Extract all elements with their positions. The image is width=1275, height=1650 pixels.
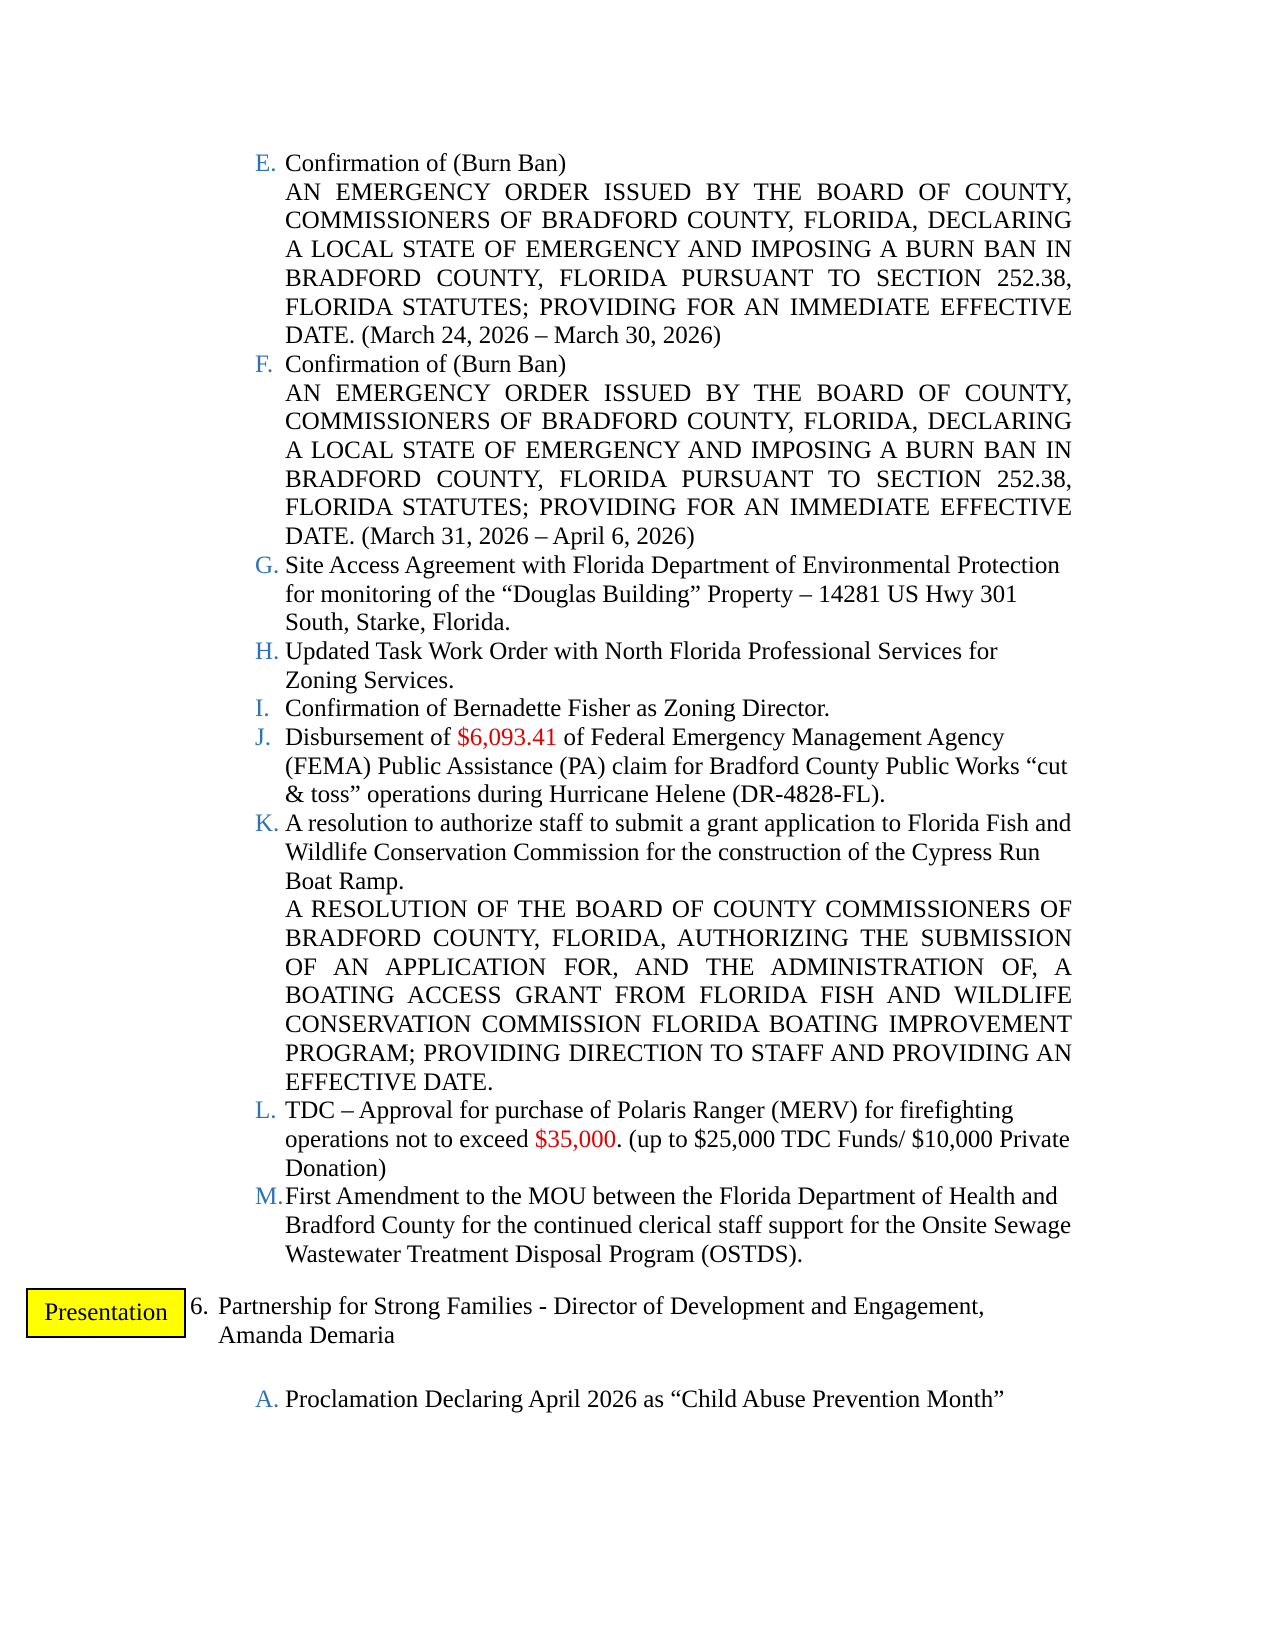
paragraph-text: AN EMERGENCY ORDER ISSUED BY THE BOARD OF COUNTY, COMMISSIONERS OF BRADFORD COUNTY, FLORIDA, DECLARING A LOCAL STATE OF EMERGENCY AND IMPOSING A BURN BAN IN BRADFORD COUNTY, FLORIDA PURSUANT TO SECTION 252.38, FLORIDA STATUTES; PROVIDING FOR AN IMMEDIATE EFFECTIVE DATE. (March 31, 2026 – April 6, 2026): [285, 379, 1072, 551]
presentation-badge-label: Presentation: [44, 1298, 168, 1326]
consent-item-letter: M.: [255, 1183, 284, 1211]
consent-item-letter: K.: [255, 810, 280, 838]
consent-item-letter: L.: [255, 1097, 277, 1125]
presentation-badge: [26, 1288, 186, 1338]
consent-item-body: [285, 638, 1072, 695]
consent-item-body: [285, 552, 1072, 638]
consent-item: [255, 810, 1072, 1097]
item-paragraph: [285, 1183, 1072, 1269]
consent-item: [255, 150, 1072, 351]
paragraph-text: TDC – Approval for purchase of Polaris Ranger (MERV) for firefighting operations not to exceed: [285, 1097, 1014, 1153]
paragraph-text: First Amendment to the MOU between the Florida Department of Health and Bradford County for the continued clerical staff support for the Onsite Sewage Wastewater Treatment Disposal Program (OSTDS).: [285, 1183, 1072, 1268]
consent-item-letter: J.: [255, 724, 271, 752]
paragraph-text: Confirmation of Bernadette Fisher as Zoning Director.: [285, 695, 831, 723]
consent-agenda-list: [255, 150, 1072, 1269]
item-paragraph: [285, 638, 1072, 695]
consent-item-letter: H.: [255, 637, 280, 665]
item-paragraph: [285, 695, 1072, 724]
consent-item-body: [285, 810, 1072, 1097]
dollar-amount: $35,000: [534, 1125, 617, 1153]
paragraph-text: A resolution to authorize staff to submit a grant application to Florida Fish and Wildlife Conservation Commission for the construction of the Cypress Run Boat Ramp.: [285, 810, 1072, 895]
agenda-item-6-number: 6.: [190, 1293, 209, 1320]
paragraph-text: AN EMERGENCY ORDER ISSUED BY THE BOARD OF COUNTY, COMMISSIONERS OF BRADFORD COUNTY, FLORIDA, DECLARING A LOCAL STATE OF EMERGENCY AND IMPOSING A BURN BAN IN BRADFORD COUNTY, FLORIDA PURSUANT TO SECTION 252.38, FLORIDA STATUTES; PROVIDING FOR AN IMMEDIATE EFFECTIVE DATE. (March 24, 2026 – March 30, 2026): [285, 178, 1072, 350]
paragraph-text: Disbursement of: [285, 724, 458, 752]
consent-item-body: [285, 351, 1072, 552]
sub-item-letter: A.: [255, 1386, 280, 1413]
consent-item: [255, 1183, 1072, 1269]
consent-item-letter: I.: [255, 695, 270, 723]
dollar-amount: $6,093.41: [457, 724, 558, 752]
caps-legal-paragraph: [285, 380, 1072, 552]
consent-item-body: [285, 1097, 1072, 1183]
agenda-item-6-text: Partnership for Strong Families - Director of Development and Engagement, Amanda Demaria: [218, 1293, 985, 1349]
item-paragraph: [285, 552, 1072, 638]
sub-item-text: Proclamation Declaring April 2026 as “Child Abuse Prevention Month”: [285, 1386, 1005, 1413]
consent-item: [255, 552, 1072, 638]
consent-item: [255, 351, 1072, 552]
paragraph-text: of Federal Emergency Management Agency (FEMA) Public Assistance (PA) claim for Bradford County Public Works “cut & toss” operations during Hurricane Helene (DR-4828-FL).: [285, 724, 1068, 809]
consent-item-body: [285, 1183, 1072, 1269]
item-paragraph: [285, 724, 1072, 810]
caps-legal-paragraph: [285, 896, 1072, 1097]
presentation-sub-item: [255, 1386, 1072, 1415]
paragraph-text: . (up to $25,000 TDC Funds/ $10,000 Private Donation): [285, 1125, 1070, 1182]
consent-item-letter: F.: [255, 350, 274, 378]
consent-item-letter: G.: [255, 551, 280, 579]
item-paragraph: [285, 150, 1072, 179]
caps-legal-paragraph: [285, 179, 1072, 351]
consent-item: [255, 638, 1072, 695]
consent-item: [255, 695, 1072, 724]
item-paragraph: [285, 1097, 1072, 1183]
paragraph-text: A RESOLUTION OF THE BOARD OF COUNTY COMMISSIONERS OF BRADFORD COUNTY, FLORIDA, AUTHORIZING THE SUBMISSION OF AN APPLICATION FOR, AND THE ADMINISTRATION OF, A BOATING ACCESS GRANT FROM FLORIDA FISH AND WILDLIFE CONSERVATION COMMISSION FLORIDA BOATING IMPROVEMENT PROGRAM; PROVIDING DIRECTION TO STAFF AND PROVIDING AN EFFECTIVE DATE.: [285, 896, 1072, 1096]
paragraph-text: Updated Task Work Order with North Florida Professional Services for Zoning Services.: [285, 637, 998, 694]
agenda-item-6: [190, 1293, 1042, 1350]
consent-item-body: [285, 695, 1072, 724]
consent-item-body: [285, 724, 1072, 810]
consent-item: [255, 724, 1072, 810]
presentation-sub-items: [255, 1386, 1072, 1415]
paragraph-text: Confirmation of (Burn Ban): [285, 150, 567, 177]
consent-item: [255, 1097, 1072, 1183]
item-paragraph: [285, 351, 1072, 380]
paragraph-text: Confirmation of (Burn Ban): [285, 350, 567, 378]
consent-item-body: [285, 150, 1072, 351]
paragraph-text: Site Access Agreement with Florida Department of Environmental Protection for monitoring of the “Douglas Building” Property – 14281 US Hwy 301 South, Starke, Florida.: [285, 551, 1060, 637]
consent-item-letter: E.: [255, 150, 277, 177]
item-paragraph: [285, 810, 1072, 896]
